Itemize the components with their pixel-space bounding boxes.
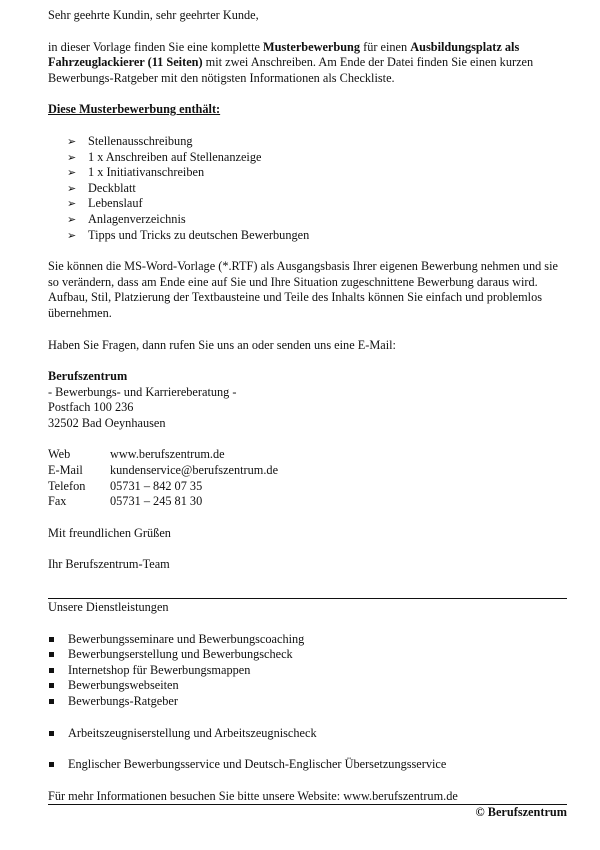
services-heading: Unsere Dienstleistungen — [48, 600, 169, 615]
contact-row-email: E-Mail kundenservice@berufszentrum.de — [48, 463, 279, 478]
square-bullet-icon — [49, 699, 54, 704]
closing: Mit freundlichen Grüßen — [48, 525, 171, 540]
arrow-bullet-icon: ➢ — [67, 228, 77, 242]
square-bullet-icon — [49, 668, 54, 673]
salutation: Sehr geehrte Kundin, sehr geehrter Kunde, — [48, 8, 259, 22]
list-item: ➢ 1 x Initiativanschreiben — [67, 165, 205, 180]
more-info: Für mehr Informationen besuchen Sie bitte unsere Website: www.berufszentrum.de — [48, 788, 458, 803]
email-link[interactable]: kundenservice@berufszentrum.de — [110, 463, 279, 478]
square-bullet-icon — [49, 683, 54, 688]
arrow-bullet-icon: ➢ — [67, 150, 77, 164]
list-item: Bewerbungs-Ratgeber — [48, 694, 567, 710]
web-link[interactable]: www.berufszentrum.de — [110, 447, 225, 462]
intro-text-3: mit zwei Anschreiben. Am Ende der Datei finden Sie einen kurzen Bewerbungs-Ratgeber mit den nötigsten Informationen als Checkliste. — [48, 55, 534, 85]
arrow-bullet-icon: ➢ — [67, 197, 77, 211]
address-line: 32502 Bad Oeynhausen — [48, 415, 166, 430]
square-bullet-icon — [49, 762, 54, 767]
intro-bold-1: Musterbewerbung — [263, 39, 361, 54]
list-item: Bewerbungswebseiten — [48, 678, 567, 694]
services-list-2 — [48, 726, 567, 742]
list-item: Englischer Bewerbungsservice und Deutsch-Englischer Übersetzungsservice — [48, 757, 567, 773]
arrow-bullet-icon: ➢ — [67, 166, 77, 180]
list-item: ➢ Lebenslauf — [67, 196, 143, 211]
list-item: ➢ 1 x Anschreiben auf Stellenanzeige — [67, 149, 262, 164]
contents-heading: Diese Musterbewerbung enthält: — [48, 102, 221, 117]
contents-list — [48, 134, 567, 243]
services-list — [48, 632, 567, 710]
services-list-3 — [48, 757, 567, 773]
contact-block — [48, 447, 567, 509]
address-line: Postfach 100 236 — [48, 400, 134, 415]
square-bullet-icon — [49, 652, 54, 657]
contact-row-web: Web www.berufszentrum.de — [48, 447, 225, 462]
intro-bold-2: Ausbildungsplatz als Fahrzeuglackierer (11 Seiten) — [48, 39, 520, 70]
arrow-bullet-icon: ➢ — [67, 212, 77, 226]
contact-row-phone: Telefon 05731 – 842 07 35 — [48, 478, 203, 493]
list-item: Internetshop für Bewerbungsmappen — [48, 663, 567, 679]
copyright: © Berufszentrum — [475, 805, 567, 820]
square-bullet-icon — [49, 731, 54, 736]
list-item: Bewerbungserstellung und Bewerbungscheck — [48, 647, 567, 663]
divider — [48, 598, 567, 599]
list-item: ➢ Anlagenverzeichnis — [67, 211, 186, 226]
square-bullet-icon — [49, 637, 54, 642]
company-name: Berufszentrum — [48, 369, 128, 384]
intro-text-2: für einen — [360, 39, 411, 54]
contact-row-fax: Fax 05731 – 245 81 30 — [48, 494, 203, 509]
intro-paragraph — [48, 40, 567, 87]
arrow-bullet-icon: ➢ — [67, 181, 77, 195]
arrow-bullet-icon: ➢ — [67, 134, 77, 148]
document-page — [48, 8, 567, 821]
list-item: ➢ Stellenausschreibung — [67, 133, 193, 148]
address-block — [48, 369, 567, 431]
list-item: Arbeitszeugniserstellung und Arbeitszeugnischeck — [48, 726, 567, 742]
usage-paragraph: Sie können die MS-Word-Vorlage (*.RTF) als Ausgangsbasis Ihrer eigenen Bewerbung nehmen und sie so verändern, dass am Ende eine auf Sie und Ihre Situation zugeschnittene Bewerbung daraus wird. Aufbau, Stil, Platzierung der Textbausteine und Teile des Inhalts können Sie einfach und problemlos übernehmen. — [48, 259, 558, 320]
list-item: ➢ Tipps und Tricks zu deutschen Bewerbungen — [67, 227, 310, 242]
signature: Ihr Berufszentrum-Team — [48, 557, 170, 572]
list-item: Bewerbungsseminare und Bewerbungscoaching — [48, 632, 567, 648]
questions-paragraph: Haben Sie Fragen, dann rufen Sie uns an oder senden uns eine E-Mail: — [48, 337, 396, 352]
address-line: - Bewerbungs- und Karriereberatung - — [48, 384, 237, 399]
intro-text-1: in dieser Vorlage finden Sie eine komplette — [48, 39, 264, 54]
list-item: ➢ Deckblatt — [67, 180, 136, 195]
